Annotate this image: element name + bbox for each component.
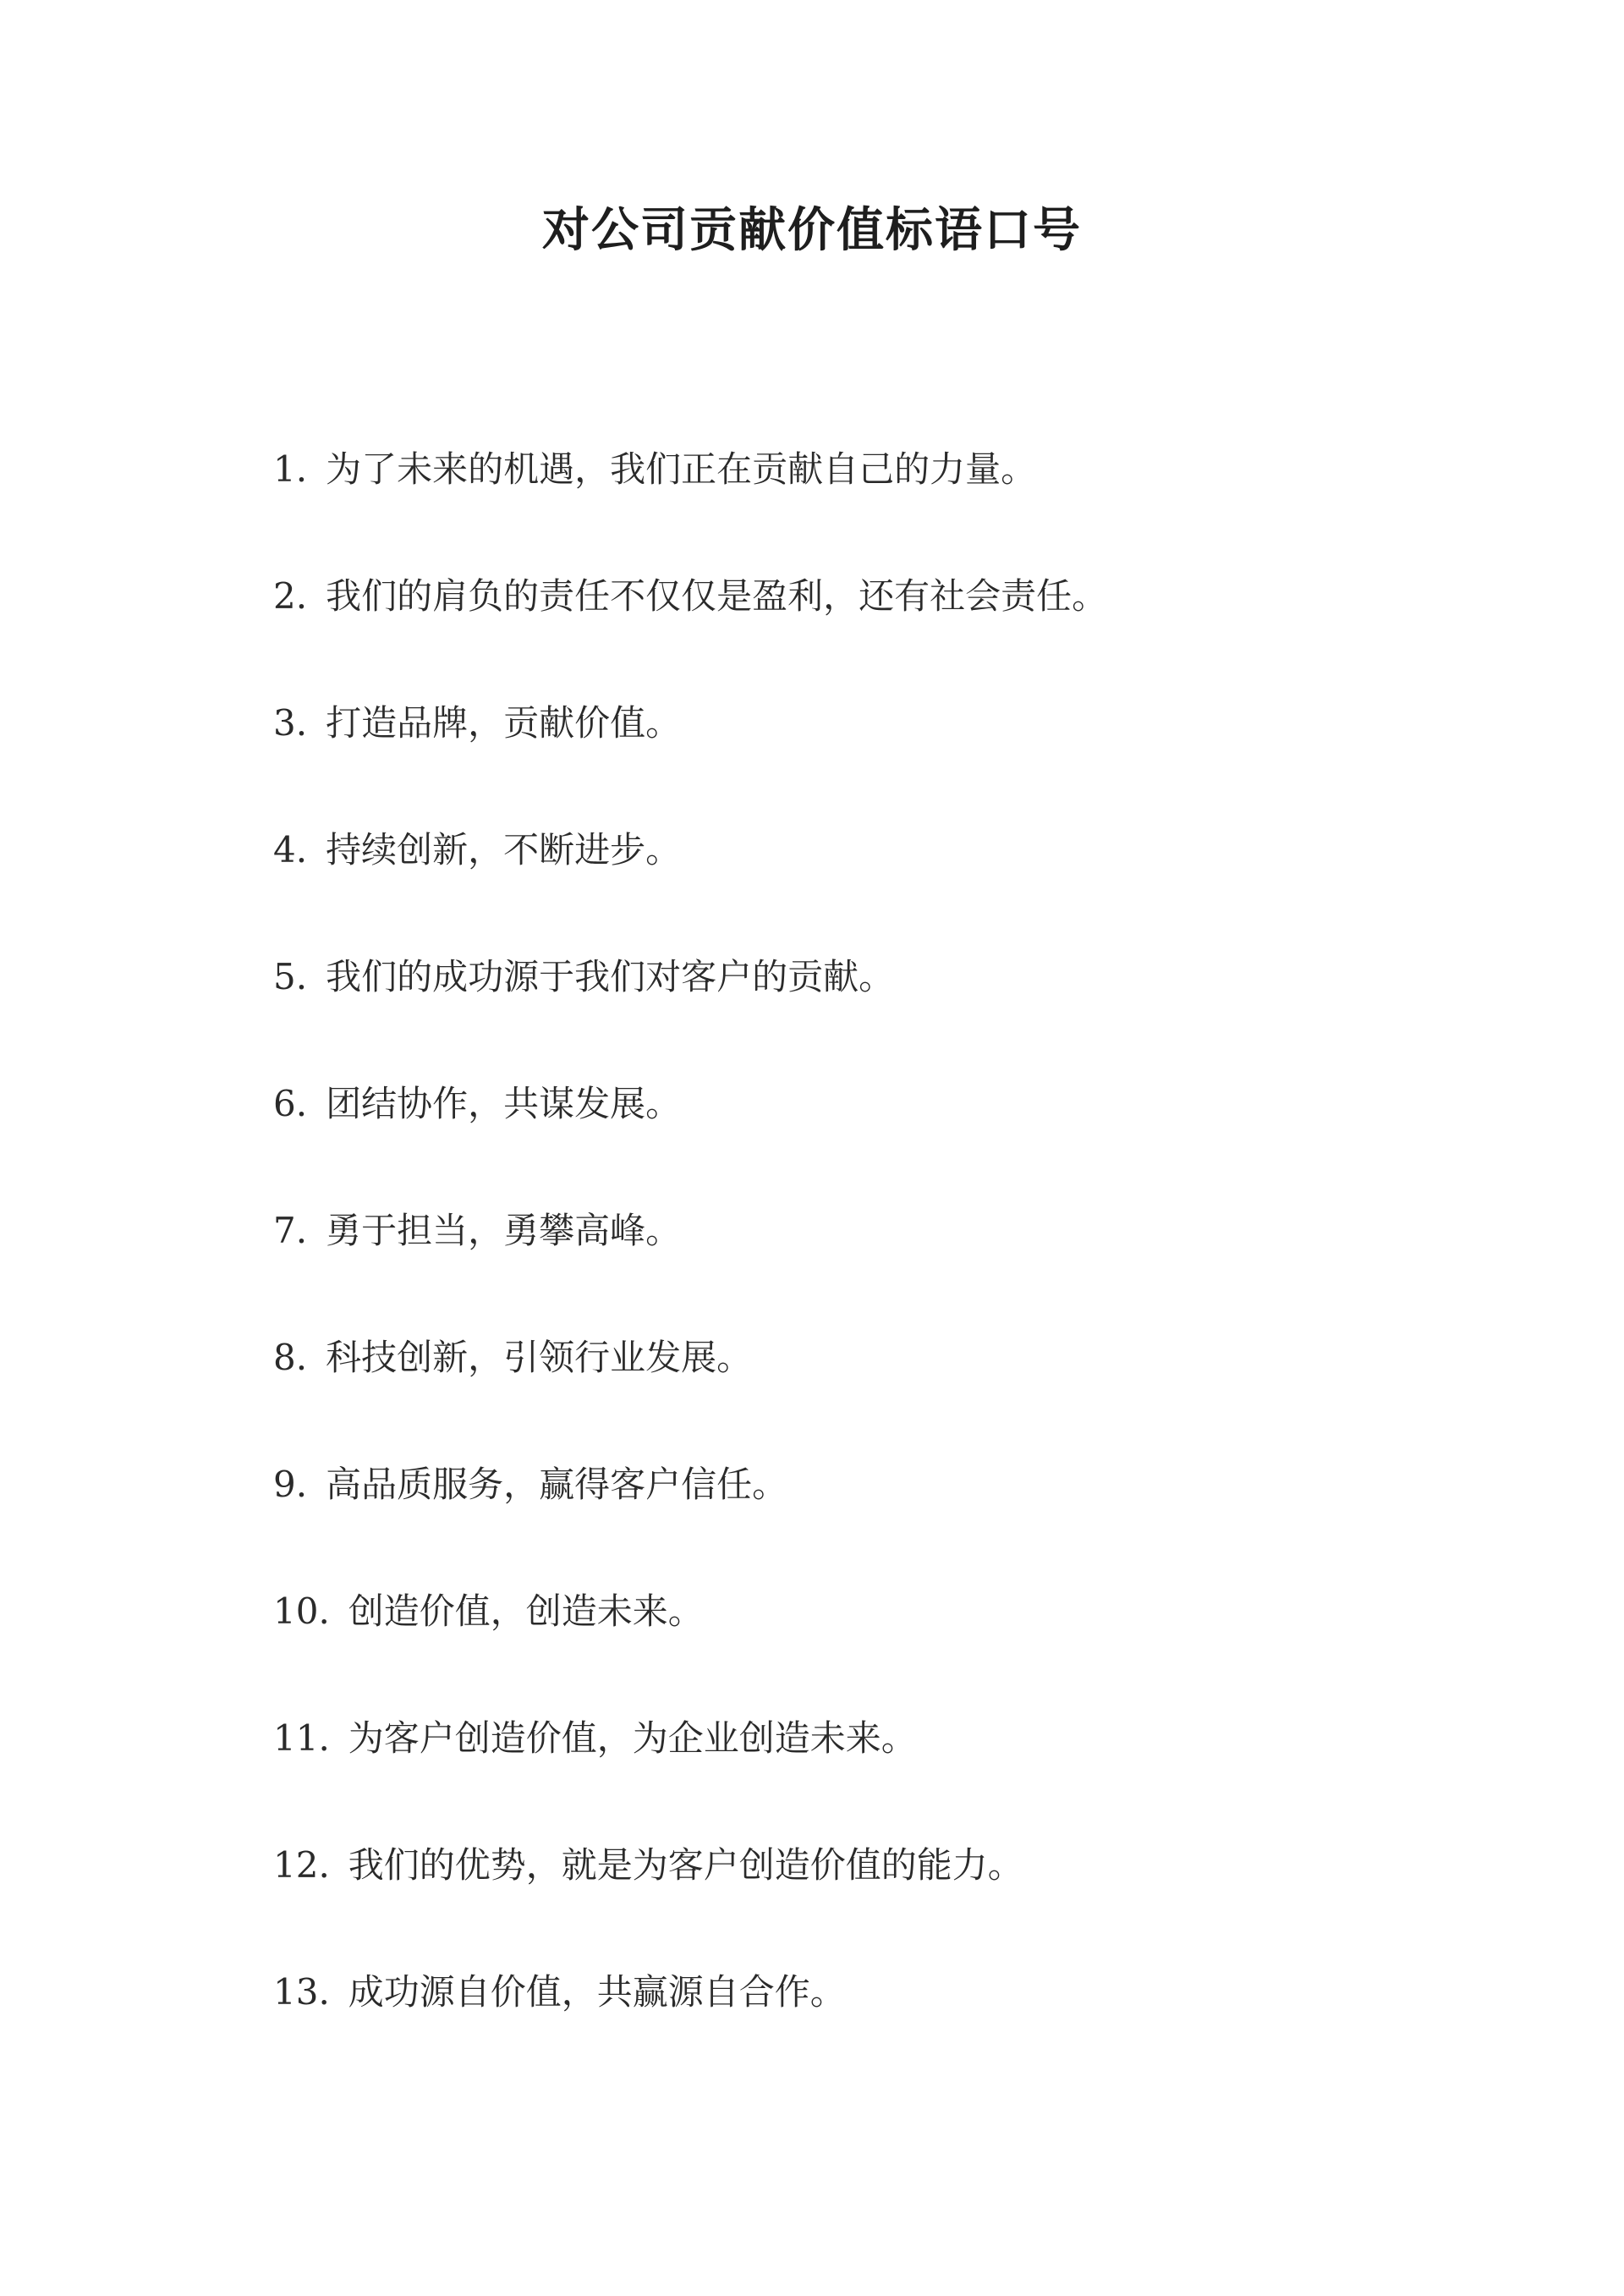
item-number: 4. — [273, 829, 308, 871]
item-text: 勇于担当，勇攀高峰。 — [326, 1210, 682, 1251]
list-item — [273, 436, 1525, 563]
item-text: 我们的优势，就是为客户创造价值的能力。 — [348, 1844, 1023, 1886]
item-number: 5. — [273, 956, 308, 997]
list-item — [273, 1832, 1525, 1958]
item-number: 3. — [273, 702, 308, 744]
item-text: 科技创新，引领行业发展。 — [326, 1337, 753, 1378]
item-number: 13. — [273, 1971, 330, 2013]
item-number: 8. — [273, 1337, 308, 1378]
item-text: 持续创新，不断进步。 — [326, 829, 682, 871]
list-item — [273, 1324, 1525, 1451]
item-text: 成功源自价值，共赢源自合作。 — [348, 1971, 846, 2013]
item-number: 12. — [273, 1844, 330, 1886]
item-text: 为了未来的机遇，我们正在贡献自己的力量。 — [326, 448, 1037, 490]
item-number: 10. — [273, 1590, 330, 1632]
list-item — [273, 1578, 1525, 1705]
item-text: 团结协作，共谋发展。 — [326, 1083, 682, 1124]
list-item — [273, 1197, 1525, 1324]
item-number: 7. — [273, 1210, 308, 1251]
item-number: 6. — [273, 1083, 308, 1124]
list-item — [273, 1958, 1525, 2085]
list-item — [273, 1705, 1525, 1832]
slogan-list — [273, 436, 1525, 2085]
list-item — [273, 816, 1525, 943]
item-text: 我们的肩负的责任不仅仅是盈利，还有社会责任。 — [326, 575, 1108, 617]
item-number: 11. — [273, 1717, 330, 1759]
item-text: 为客户创造价值，为企业创造未来。 — [348, 1717, 917, 1759]
item-text: 高品质服务，赢得客户信任。 — [326, 1464, 788, 1505]
item-text: 打造品牌，贡献价值。 — [326, 702, 682, 744]
item-text: 我们的成功源于我们对客户的贡献。 — [326, 956, 895, 997]
item-number: 9. — [273, 1464, 308, 1505]
item-number: 1. — [273, 448, 308, 490]
page-title: 对公司贡献价值标语口号 — [542, 202, 1082, 258]
list-item — [273, 689, 1525, 816]
item-text: 创造价值，创造未来。 — [348, 1590, 704, 1632]
item-number: 2. — [273, 575, 308, 617]
list-item — [273, 563, 1525, 689]
list-item — [273, 1070, 1525, 1197]
list-item — [273, 1451, 1525, 1578]
list-item — [273, 943, 1525, 1070]
